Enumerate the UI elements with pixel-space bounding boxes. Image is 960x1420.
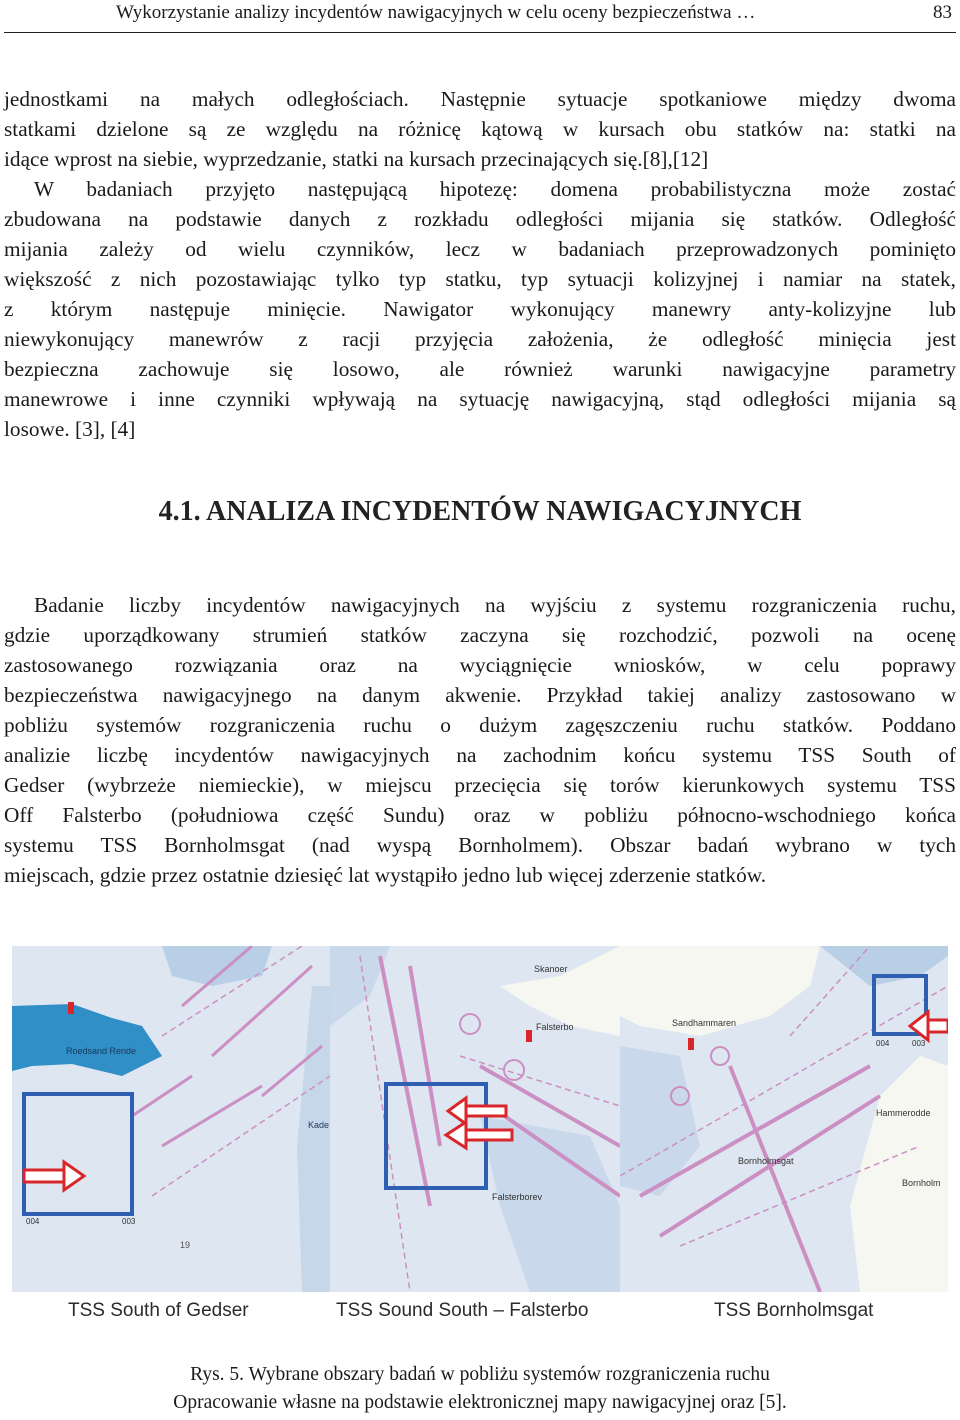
paragraph-domain-hypothesis: [4, 84, 956, 444]
shallow-area: [620, 1046, 700, 1196]
text-line: bezpieczna zachowuje się losowo, ale również warunki nawigacyjne parametry: [4, 357, 956, 381]
text-line: mijania zależy od wielu czynników, lecz w badaniach przeprowadzonych pominięto: [4, 237, 956, 261]
text-line: zbudowana na podstawie danych z rozkładu odległości mijania się statków. Odległość: [4, 207, 956, 231]
figure-source: Opracowanie własne na podstawie elektronicznej mapy nawigacyjnej oraz [5].: [173, 1392, 787, 1413]
text-line: Off Falsterbo (południowa część Sundu) oraz w pobliżu północno-wschodniego końca: [4, 803, 956, 827]
buoy-marker: [526, 1030, 532, 1042]
paragraph-incident-analysis: [4, 590, 956, 890]
text-line: Gedser (wybrzeże niemieckie), w miejscu przecięcia się torów kierunkowych systemu TSS: [4, 773, 956, 797]
text-line: losowe. [3], [4]: [4, 417, 136, 441]
text-line: idące wprost na siebie, wyprzedzanie, statki na kursach przecinających się.[8],[12]: [4, 147, 709, 171]
page-number: 83: [933, 2, 952, 23]
shallow-area: [297, 986, 330, 1292]
map-label-sandhammaren: Sandhammaren: [672, 1018, 737, 1028]
map-label-falsterbo: Falsterbo: [536, 1022, 574, 1032]
text-line: manewrowe i inne czynniki wpływają na sytuację nawigacyjną, stąd odległości mijania są: [4, 387, 956, 411]
caution-symbol: [711, 1047, 729, 1065]
buoy-marker: [68, 1002, 74, 1014]
map-label-kade: Kade: [308, 1120, 330, 1130]
panel-label-gedser: TSS South of Gedser: [68, 1300, 249, 1321]
map-label-roedsand: Roedsand Rende: [66, 1046, 137, 1056]
chart-falsterbo-svg: [330, 946, 620, 1292]
study-area-box: [24, 1094, 132, 1214]
text-line: bezpieczeństwa nawigacyjnego na danym akwenie. Przykład takiej analizy zastosowano w: [4, 683, 956, 707]
page-header: [4, 0, 956, 33]
buoy-marker: [688, 1038, 694, 1050]
map-label-skanoer: Skanoer: [534, 964, 568, 974]
running-title: Wykorzystanie analizy incydentów nawigacyjnych w celu oceny bezpieczeństwa …: [116, 2, 756, 23]
map-label-bornholm: Bornholm: [902, 1178, 941, 1188]
panel-label-bornholmsgat: TSS Bornholmsgat: [714, 1300, 874, 1321]
map-panel-bornholmsgat: [620, 946, 948, 1292]
shallow-area: [162, 946, 272, 986]
text-line: gdzie uporządkowany strumień statków zaczyna się rozchodzić, pozwoli na ocenę: [4, 623, 956, 647]
chart-bornholmsgat-svg: [620, 946, 948, 1292]
section-heading: 4.1. ANALIZA INCYDENTÓW NAWIGACYJNYCH: [158, 496, 802, 527]
caution-symbol: [460, 1014, 480, 1034]
text-line: pobliżu systemów rozgraniczenia ruchu o dużym zagęszczeniu ruchu statków. Poddano: [4, 713, 956, 737]
caution-symbol: [504, 1060, 524, 1080]
map-label-004: 004: [26, 1217, 40, 1226]
text-line: statkami dzielone są ze względu na różnicę kątową w kursach obu statków na: statki na: [4, 117, 956, 141]
text-line: miejscach, gdzie przez ostatnie dziesięć lat wystąpiło jedno lub więcej zderzenie statków.: [4, 863, 767, 887]
map-label-004: 004: [876, 1039, 890, 1048]
map-panel-gedser: [12, 946, 330, 1292]
incident-arrow: [24, 1162, 84, 1190]
land-area: [12, 1004, 162, 1076]
text-line: W badaniach przyjęto następującą hipotezę: domena probabilistyczna może zostać: [34, 177, 956, 201]
text-line: analizie liczbę incydentów nawigacyjnych na zachodnim końcu systemu TSS South of: [4, 743, 956, 767]
figure-caption: Rys. 5. Wybrane obszary badań w pobliżu systemów rozgraniczenia ruchu: [190, 1364, 770, 1385]
map-label-hammerodde: Hammerodde: [876, 1108, 931, 1118]
text-line: Badanie liczby incydentów nawigacyjnych na wyjściu z systemu rozgraniczenia ruchu,: [34, 593, 956, 617]
map-label-003: 003: [912, 1039, 926, 1048]
text-line: jednostkami na małych odległościach. Następnie sytuacje spotkaniowe między dwoma: [4, 87, 956, 111]
text-line: niewykonujący manewrów z racji przyjęcia założenia, że odległość minięcia jest: [4, 327, 956, 351]
text-line: systemu TSS Bornholmsgat (nad wyspą Bornholmem). Obszar badań wybrano w tych: [4, 833, 956, 857]
map-label-falsterborev: Falsterborev: [492, 1192, 543, 1202]
map-panel-falsterbo: [330, 946, 620, 1292]
text-line: większość z nich pozostawiając tylko typ statku, typ sytuacji kolizyjnej i namiar na statek,: [4, 267, 956, 291]
land-area-bornholm: [850, 1056, 948, 1292]
panel-label-falsterbo: TSS Sound South – Falsterbo: [336, 1300, 589, 1321]
text-line: zastosowanego rozwiązania oraz na wyciągnięcie wniosków, w celu poprawy: [4, 653, 956, 677]
text-line: z którym następuje minięcie. Nawigator wykonujący manewry anty-kolizyjne lub: [4, 297, 956, 321]
map-label-depth: 19: [180, 1240, 191, 1250]
chart-gedser-svg: [12, 946, 330, 1292]
map-label-003: 003: [122, 1217, 136, 1226]
map-label-bornholmsgat: Bornholmsgat: [738, 1156, 794, 1166]
shallow-area: [480, 1116, 620, 1292]
figure-tss-maps: [12, 946, 948, 1292]
